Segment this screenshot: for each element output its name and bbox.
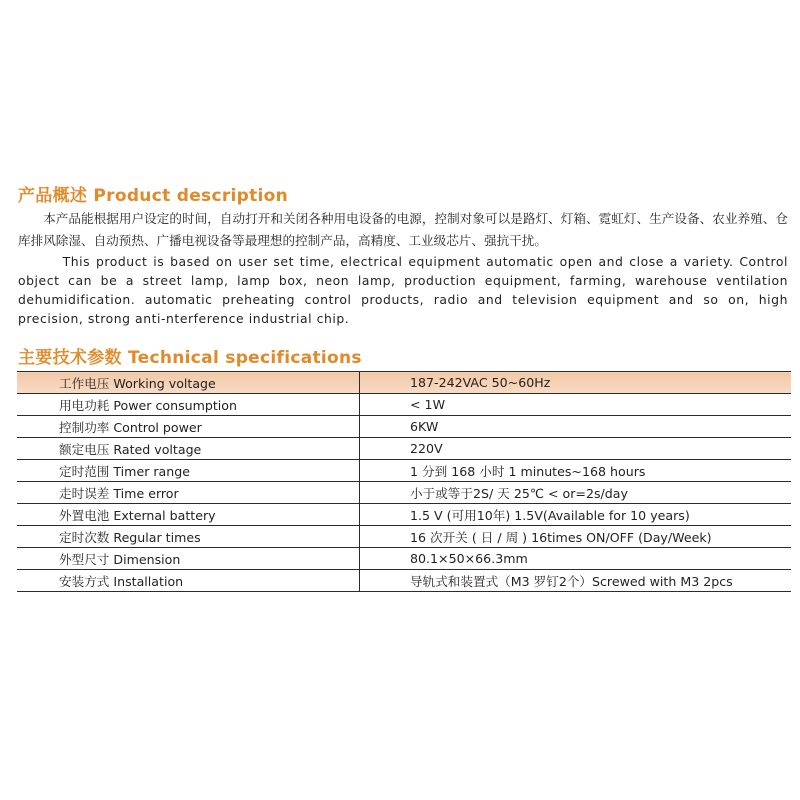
spec-value: < 1W bbox=[360, 394, 792, 416]
spec-row-time-error bbox=[17, 482, 791, 504]
spec-row-installation bbox=[17, 570, 791, 592]
spec-row-power-consumption bbox=[17, 394, 791, 416]
spec-label: 安装方式 Installation bbox=[17, 570, 360, 592]
product-description-block bbox=[18, 208, 788, 328]
description-chinese-text: 本产品能根据用户设定的时间，自动打开和关闭各种用电设备的电源，控制对象可以是路灯、灯箱、霓虹灯、生产设备、农业养殖、仓库排风除湿、自动预热、广播电视设备等最理想的控制产品，高精度、工业级芯片、强抗干扰。 bbox=[18, 211, 788, 248]
spec-value: 80.1×50×66.3mm bbox=[360, 548, 792, 570]
spec-label: 用电功耗 Power consumption bbox=[17, 394, 360, 416]
spec-row-timer-range bbox=[17, 460, 791, 482]
spec-label: 走时误差 Time error bbox=[17, 482, 360, 504]
spec-row-rated-voltage bbox=[17, 438, 791, 460]
spec-row-regular-times bbox=[17, 526, 791, 548]
spec-value: 220V bbox=[360, 438, 792, 460]
spec-value: 6KW bbox=[360, 416, 792, 438]
spec-label: 工作电压 Working voltage bbox=[17, 372, 360, 394]
spec-label: 定时范围 Timer range bbox=[17, 460, 360, 482]
spec-row-control-power bbox=[17, 416, 791, 438]
spec-value: 1 分到 168 小时 1 minutes~168 hours bbox=[360, 460, 792, 482]
spec-row-working-voltage bbox=[17, 372, 791, 394]
spec-row-dimension bbox=[17, 548, 791, 570]
spec-value: 16 次开关 ( 日 / 周 ) 16times ON/OFF (Day/Week) bbox=[360, 526, 792, 548]
spec-value: 187-242VAC 50~60Hz bbox=[360, 372, 792, 394]
spec-label: 额定电压 Rated voltage bbox=[17, 438, 360, 460]
specifications-table bbox=[17, 371, 791, 592]
spec-row-external-battery bbox=[17, 504, 791, 526]
spec-label: 外置电池 External battery bbox=[17, 504, 360, 526]
product-description-title: 产品概述 Product description bbox=[18, 186, 289, 206]
spec-label: 外型尺寸 Dimension bbox=[17, 548, 360, 570]
spec-value: 小于或等于2S/ 天 25℃ < or=2s/day bbox=[360, 482, 792, 504]
spec-label: 定时次数 Regular times bbox=[17, 526, 360, 548]
technical-specifications-title: 主要技术参数 Technical specifications bbox=[18, 348, 362, 368]
spec-label: 控制功率 Control power bbox=[17, 416, 360, 438]
spec-value: 导轨式和装置式（M3 罗钉2个）Screwed with M3 2pcs bbox=[360, 570, 792, 592]
description-english-text: This product is based on user set time, electrical equipment automatic open and close a variety. Control object can be a street lamp, lamp box, neon lamp, production equipment, farming, warehouse ventilation dehumidification. automatic preheating control products, radio and television equipment and so on, high precision, strong anti-nterference industrial chip. bbox=[18, 254, 788, 326]
spec-value: 1.5 V (可用10年) 1.5V(Available for 10 years) bbox=[360, 504, 792, 526]
